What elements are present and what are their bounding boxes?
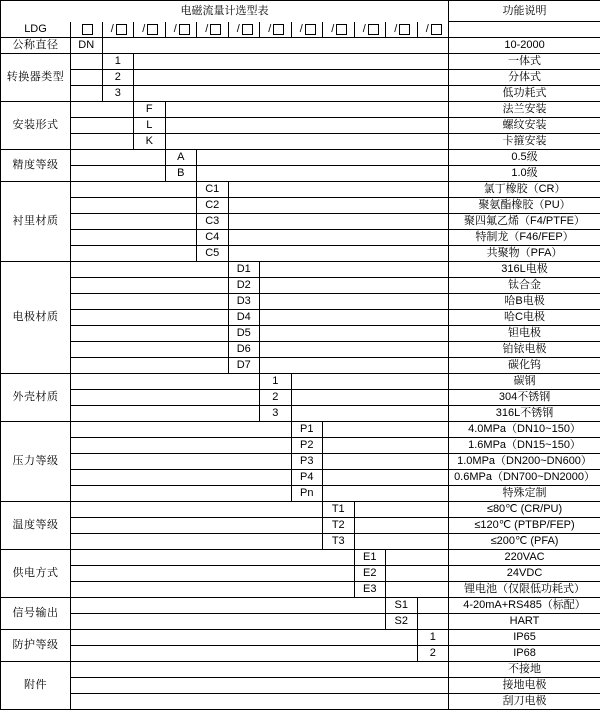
spacer-left-7-2 [71,454,292,470]
table-row [1,374,600,390]
code-box [82,24,93,35]
code-10-0: S1 [386,598,418,614]
desc-3-1: 1.0级 [449,166,600,182]
spacer-left-3-0 [71,150,166,166]
spacer-left-4-4 [71,246,197,262]
table-row [1,582,600,598]
desc-5-0: 316L电极 [449,262,600,278]
desc-7-4: 特殊定制 [449,486,600,502]
spacer-left-10-0 [71,598,386,614]
spacer-left-7-0 [71,422,292,438]
spacer-right-8-2 [354,534,449,550]
code-10-1: S2 [386,614,418,630]
code-7-1: P2 [291,438,323,454]
code-5-1: D2 [228,278,260,294]
desc-7-1: 1.6MPa（DN15~150） [449,438,600,454]
model-box-0 [71,22,103,38]
category-6: 外壳材质 [1,374,71,422]
desc-5-3: 哈C电极 [449,310,600,326]
desc-1-0: 一体式 [449,54,600,70]
category-2: 安装形式 [1,102,71,150]
table-row [1,646,600,662]
desc-6-2: 316L不锈钢 [449,406,600,422]
code-11-0: 1 [417,630,449,646]
table-row [1,262,600,278]
category-3: 精度等级 [1,150,71,182]
code-4-3: C4 [197,230,229,246]
spacer-right-5-3 [260,310,449,326]
table-row [1,230,600,246]
code-box [368,24,379,35]
code-1-1: 2 [102,70,134,86]
spacer-right-3-1 [197,166,449,182]
spacer-left-1-2 [71,86,103,102]
spacer-left-8-0 [71,502,323,518]
code-7-4: Pn [291,486,323,502]
desc-7-0: 4.0MPa（DN10~150） [449,422,600,438]
desc-4-4: 共聚物（PFA） [449,246,600,262]
table-row [1,614,600,630]
spacer-left-11-1 [71,646,418,662]
code-3-0: A [165,150,197,166]
spacer-right-5-1 [260,278,449,294]
table-row [1,630,600,646]
table-row [1,150,600,166]
model-box-8: / [323,22,355,38]
code-1-2: 3 [102,86,134,102]
spacer-right-2-2 [165,134,449,150]
desc-4-1: 聚氨酯橡胶（PU） [449,198,600,214]
model-box-10: / [386,22,418,38]
desc-10-0: 4-20mA+RS485（标配） [449,598,600,614]
desc-9-0: 220VAC [449,550,600,566]
spacer-right-8-1 [354,518,449,534]
code-7-3: P4 [291,470,323,486]
spacer-right-7-2 [323,454,449,470]
desc-5-4: 钽电极 [449,326,600,342]
code-2-2: K [134,134,166,150]
spacer-left-6-2 [71,406,260,422]
spacer-right-2-0 [165,102,449,118]
code-4-4: C5 [197,246,229,262]
spacer-right-0-0 [102,38,449,54]
table-row [1,310,600,326]
spacer-right-5-0 [260,262,449,278]
desc-2-1: 螺纹安装 [449,118,600,134]
desc-12-0: 不接地 [449,662,600,678]
model-code-row [1,22,600,38]
spacer-left-8-2 [71,534,323,550]
spacer-right-5-5 [260,342,449,358]
spacer-right-5-2 [260,294,449,310]
table-row [1,486,600,502]
spacer-right-4-0 [228,182,449,198]
spacer-left-5-1 [71,278,229,294]
desc-6-1: 304不锈钢 [449,390,600,406]
desc-8-2: ≤200℃ (PFA) [449,534,600,550]
code-9-2: E3 [354,582,386,598]
spacer-left-9-0 [71,550,355,566]
spacer-right-9-2 [386,582,449,598]
table-row [1,134,600,150]
spacer-right-7-3 [323,470,449,486]
code-7-2: P3 [291,454,323,470]
desc-8-0: ≤80℃ (CR/PU) [449,502,600,518]
spacer-right-2-1 [165,118,449,134]
code-6-0: 1 [260,374,292,390]
code-8-2: T3 [323,534,355,550]
spacer-right-10-0 [417,598,449,614]
desc-8-1: ≤120℃ (PTBP/FEP) [449,518,600,534]
table-row [1,438,600,454]
spacer-right-4-4 [228,246,449,262]
table-row [1,166,600,182]
spacer-left-5-4 [71,326,229,342]
spacer-left-7-1 [71,438,292,454]
category-9: 供电方式 [1,550,71,598]
table-row [1,102,600,118]
spacer-left-12-0 [71,662,449,678]
code-5-4: D5 [228,326,260,342]
table-row [1,406,600,422]
spacer-right-4-2 [228,214,449,230]
table-row [1,342,600,358]
desc-1-2: 低功耗式 [449,86,600,102]
spacer-left-2-0 [71,102,134,118]
code-8-1: T2 [323,518,355,534]
spacer-right-6-0 [291,374,449,390]
code-5-0: D1 [228,262,260,278]
desc-12-2: 刮刀电极 [449,694,600,710]
code-box [147,24,158,35]
category-1: 转换器类型 [1,54,71,102]
spacer-left-12-1 [71,678,449,694]
code-4-2: C3 [197,214,229,230]
code-1-0: 1 [102,54,134,70]
desc-6-0: 碳钢 [449,374,600,390]
table-row [1,118,600,134]
code-6-2: 3 [260,406,292,422]
desc-12-1: 接地电极 [449,678,600,694]
table-row [1,550,600,566]
code-11-1: 2 [417,646,449,662]
desc-11-0: IP65 [449,630,600,646]
table-row [1,278,600,294]
table-row [1,390,600,406]
desc-5-2: 哈B电极 [449,294,600,310]
category-0: 公称直径 [1,38,71,54]
table-row [1,294,600,310]
code-box [242,24,253,35]
code-box [116,24,127,35]
spacer-right-9-0 [386,550,449,566]
desc-4-3: 特制龙（F46/FEP） [449,230,600,246]
table-row [1,358,600,374]
desc-10-1: HART [449,614,600,630]
code-7-0: P1 [291,422,323,438]
spacer-right-6-1 [291,390,449,406]
code-6-1: 2 [260,390,292,406]
spacer-left-10-1 [71,614,386,630]
table-row [1,454,600,470]
spacer-right-10-1 [417,614,449,630]
table-row [1,198,600,214]
code-5-5: D6 [228,342,260,358]
desc-1-1: 分体式 [449,70,600,86]
category-11: 防护等级 [1,630,71,662]
category-4: 衬里材质 [1,182,71,262]
spacer-left-9-2 [71,582,355,598]
model-prefix: LDG [1,22,71,38]
code-5-3: D4 [228,310,260,326]
title-row [1,1,600,22]
desc-0-0: 10-2000 [449,38,600,54]
spacer-left-3-1 [71,166,166,182]
code-box [210,24,221,35]
code-8-0: T1 [323,502,355,518]
code-box [273,24,284,35]
model-box-9: / [354,22,386,38]
spacer-left-5-0 [71,262,229,278]
desc-2-0: 法兰安装 [449,102,600,118]
desc-11-1: IP68 [449,646,600,662]
spacer-left-5-3 [71,310,229,326]
table-row [1,246,600,262]
code-box [431,24,442,35]
code-0-0: DN [71,38,103,54]
code-2-0: F [134,102,166,118]
model-box-4: / [197,22,229,38]
table-row [1,182,600,198]
category-7: 压力等级 [1,422,71,502]
code-3-1: B [165,166,197,182]
spacer-right-8-0 [354,502,449,518]
code-box [305,24,316,35]
table-row [1,70,600,86]
spacer-left-8-1 [71,518,323,534]
model-box-2: / [134,22,166,38]
spacer-left-6-0 [71,374,260,390]
function-desc-header: 功能说明 [449,1,600,22]
code-4-1: C2 [197,198,229,214]
spacer-left-7-3 [71,470,292,486]
table-title: 电磁流量计选型表 [1,1,449,22]
desc-7-2: 1.0MPa（DN200~DN600） [449,454,600,470]
code-4-0: C1 [197,182,229,198]
table-row [1,86,600,102]
category-8: 温度等级 [1,502,71,550]
code-9-0: E1 [354,550,386,566]
category-5: 电极材质 [1,262,71,374]
table-row [1,534,600,550]
model-box-3: / [165,22,197,38]
spacer-left-12-2 [71,694,449,710]
model-box-5: / [228,22,260,38]
model-box-11: / [417,22,449,38]
spacer-right-4-1 [228,198,449,214]
table-row [1,598,600,614]
spacer-left-2-2 [71,134,134,150]
spacer-left-4-1 [71,198,197,214]
desc-4-0: 氯丁橡胶（CR） [449,182,600,198]
spacer-right-3-0 [197,150,449,166]
category-12: 附件 [1,662,71,710]
table-row [1,694,600,710]
model-box-7: / [291,22,323,38]
model-box-6: / [260,22,292,38]
table-row [1,662,600,678]
spacer-right-5-4 [260,326,449,342]
spacer-right-5-6 [260,358,449,374]
spacer-left-11-0 [71,630,418,646]
code-5-6: D7 [228,358,260,374]
code-2-1: L [134,118,166,134]
desc-2-2: 卡箍安装 [449,134,600,150]
desc-5-5: 铂铱电极 [449,342,600,358]
spacer-left-9-1 [71,566,355,582]
code-5-2: D3 [228,294,260,310]
spacer-right-7-1 [323,438,449,454]
code-box [336,24,347,35]
table-row [1,214,600,230]
code-box [399,24,410,35]
spacer-right-7-0 [323,422,449,438]
spacer-left-5-6 [71,358,229,374]
spacer-left-4-2 [71,214,197,230]
desc-7-3: 0.6MPa（DN700~DN2000） [449,470,600,486]
spacer-left-5-2 [71,294,229,310]
table-row [1,470,600,486]
spacer-left-1-1 [71,70,103,86]
code-box [179,24,190,35]
spacer-right-1-0 [134,54,449,70]
spacer-right-1-1 [134,70,449,86]
table-row [1,678,600,694]
desc-9-1: 24VDC [449,566,600,582]
spacer-right-9-1 [386,566,449,582]
spacer-right-4-3 [228,230,449,246]
table-row [1,38,600,54]
desc-9-2: 锂电池（仅限低功耗式） [449,582,600,598]
spacer-left-2-1 [71,118,134,134]
spacer-left-7-4 [71,486,292,502]
table-row [1,518,600,534]
desc-5-1: 钛合金 [449,278,600,294]
table-row [1,566,600,582]
spacer-left-1-0 [71,54,103,70]
table-row [1,54,600,70]
model-box-1: / [102,22,134,38]
table-row [1,502,600,518]
desc-5-6: 碳化钨 [449,358,600,374]
spacer-right-1-2 [134,86,449,102]
table-row [1,326,600,342]
spacer-left-4-3 [71,230,197,246]
desc-3-0: 0.5级 [449,150,600,166]
spacer-left-6-1 [71,390,260,406]
model-desc-blank [449,22,600,38]
category-10: 信号输出 [1,598,71,630]
spacer-right-7-4 [323,486,449,502]
desc-4-2: 聚四氟乙烯（F4/PTFE） [449,214,600,230]
code-9-1: E2 [354,566,386,582]
spacer-left-5-5 [71,342,229,358]
spacer-left-4-0 [71,182,197,198]
table-row [1,422,600,438]
spacer-right-6-2 [291,406,449,422]
